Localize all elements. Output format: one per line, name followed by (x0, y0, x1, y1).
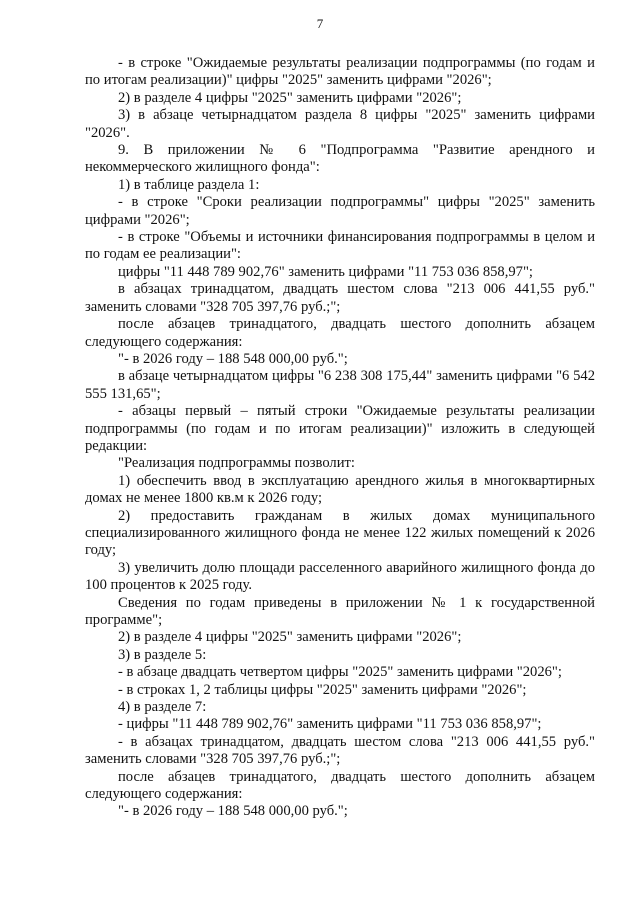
paragraph: - в строке "Сроки реализации подпрограммы" цифры "2025" заменить цифрами "2026"; (85, 194, 595, 228)
paragraph: 1) обеспечить ввод в эксплуатацию арендного жилья в многоквартирных домах не менее 1800 кв.м к 2026 году; (85, 472, 595, 507)
paragraph: - в абзаце двадцать четвертом цифры "2025" заменить цифрами "2026"; (118, 664, 562, 681)
page-number: 7 (316, 16, 324, 31)
paragraph: "- в 2026 году – 188 548 000,00 руб."; (118, 803, 348, 820)
paragraph: - абзацы первый – пятый строки "Ожидаемые результаты реализации подпрограммы (по годам и по итогам реализации)" изложить в следующей редакции: (85, 403, 595, 454)
paragraph: в абзацах тринадцатом, двадцать шестом слова "213 006 441,55 руб." заменить словами "328 705 397,76 руб.;"; (85, 281, 595, 315)
paragraph: 2) в разделе 4 цифры "2025" заменить цифрами "2026"; (118, 89, 462, 106)
paragraph: "Реализация подпрограммы позволит: (118, 455, 355, 472)
paragraph: 3) в абзаце четырнадцатом раздела 8 цифры "2025" заменить цифрами "2026". (85, 107, 595, 141)
paragraph: цифры "11 448 789 902,76" заменить цифрами "11 753 036 858,97"; (118, 263, 533, 280)
paragraph: 3) в разделе 5: (118, 646, 207, 663)
paragraph: 1) в таблице раздела 1: (118, 176, 260, 193)
paragraph: - в абзацах тринадцатом, двадцать шестом слова "213 006 441,55 руб." заменить словами "328 705 397,76 руб.;"; (85, 733, 595, 768)
paragraph: после абзацев тринадцатого, двадцать шестого дополнить абзацем следующего содержания: (85, 316, 595, 350)
paragraph: 3) увеличить долю площади расселенного аварийного жилищного фонда до 100 процентов к 2025 году. (85, 559, 595, 594)
paragraph: после абзацев тринадцатого, двадцать шестого дополнить абзацем следующего содержания: (85, 768, 595, 803)
paragraph: Сведения по годам приведены в приложении № 1 к государственной программе"; (85, 594, 595, 628)
paragraph: в абзаце четырнадцатом цифры "6 238 308 175,44" заменить цифрами "6 542 555 131,65"; (85, 368, 595, 402)
paragraph: "- в 2026 году – 188 548 000,00 руб."; (118, 350, 348, 367)
paragraph: 9. В приложении № 6 "Подпрограмма "Развитие арендного и некоммерческого жилищного фонда": (85, 142, 595, 176)
paragraph: - в строке "Объемы и источники финансирования подпрограммы в целом и по годам ее реализации": (85, 229, 595, 263)
document-body (85, 55, 595, 821)
paragraph: - в строках 1, 2 таблицы цифры "2025" заменить цифрами "2026"; (118, 681, 527, 698)
paragraph: 2) предоставить гражданам в жилых домах муниципального специализированного жилищного фонда не менее 122 жилых помещений к 2026 году; (85, 507, 595, 559)
paragraph: - в строке "Ожидаемые результаты реализации подпрограммы (по годам и по итогам реализации)" цифры "2025" заменить цифрами "2026"; (85, 55, 595, 89)
paragraph: 4) в разделе 7: (118, 699, 207, 716)
paragraph: - цифры "11 448 789 902,76" заменить цифрами "11 753 036 858,97"; (118, 716, 542, 733)
paragraph: 2) в разделе 4 цифры "2025" заменить цифрами "2026"; (118, 629, 462, 646)
